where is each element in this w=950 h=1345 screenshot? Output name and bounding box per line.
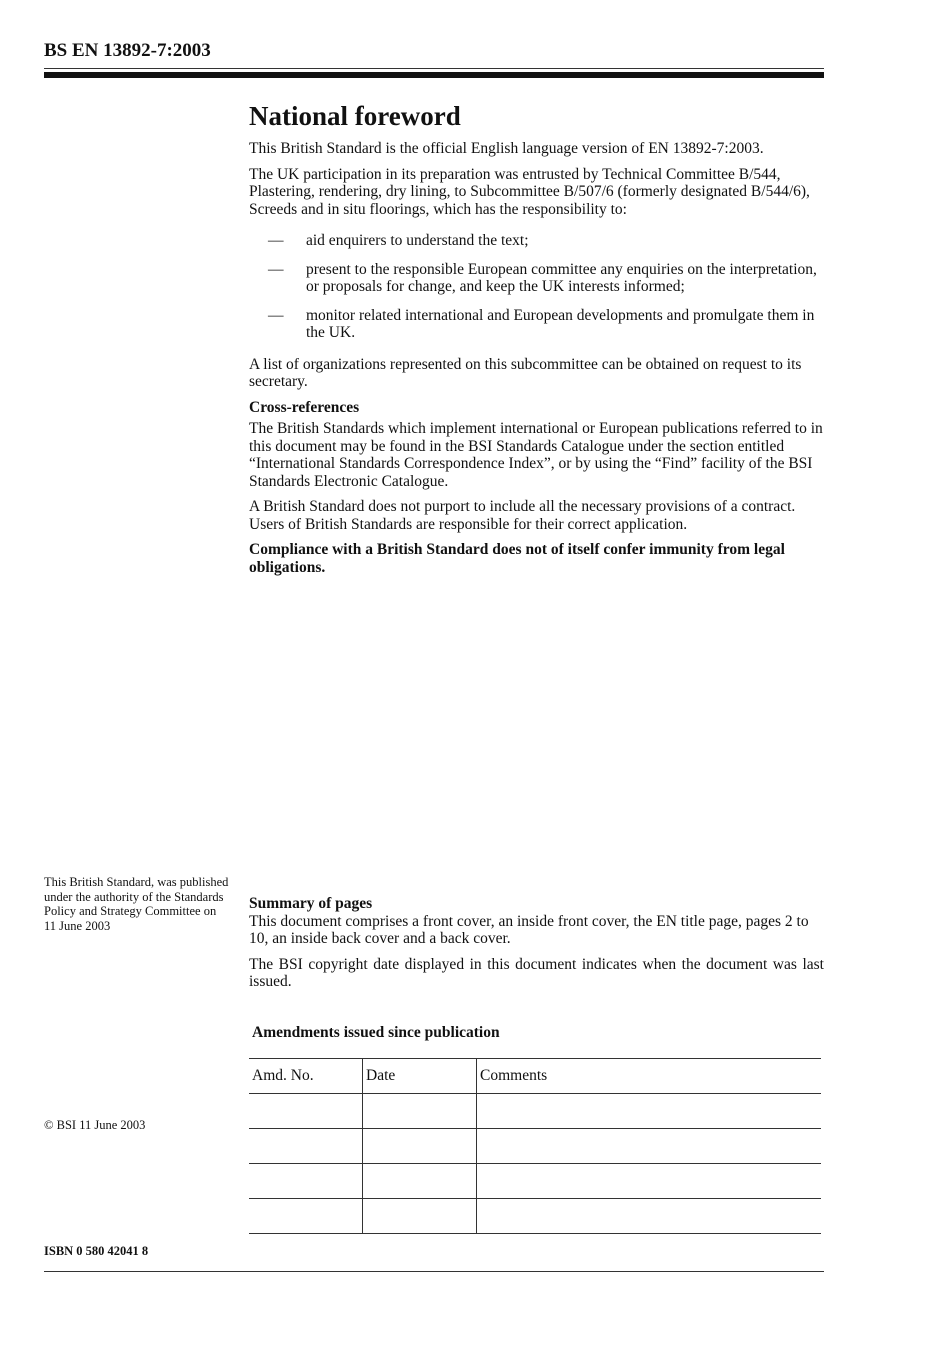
provisions-paragraph: A British Standard does not purport to include all the necessary provisions of a contract. Users of British Standards are responsible for their correct application. <box>249 498 796 533</box>
table-cell <box>477 1129 822 1164</box>
list-item <box>249 261 824 296</box>
column-header-amd-no: Amd. No. <box>249 1059 363 1094</box>
responsibilities-list <box>249 232 824 342</box>
cross-references-paragraph: The British Standards which implement international or European publications referred to in this document may be found in the BSI Standards Catalogue under the section entitled “International Standards Correspondence Index”, or by using the “Find” facility of the BSI Standards Electronic Catalogue. <box>249 420 823 490</box>
compliance-statement: Compliance with a British Standard does not of itself confer immunity from legal obligations. <box>249 541 785 576</box>
table-cell <box>249 1094 363 1129</box>
table-cell <box>249 1164 363 1199</box>
summary-paragraph: This document comprises a front cover, an inside front cover, the EN title page, pages 2 to 10, an inside back cover and a back cover. <box>249 912 809 947</box>
table-row <box>249 1199 821 1234</box>
column-header-date: Date <box>363 1059 477 1094</box>
table-cell <box>477 1164 822 1199</box>
list-item-text: monitor related international and European developments and promulgate them in the UK. <box>306 306 815 341</box>
list-item-text: aid enquirers to understand the text; <box>306 232 529 249</box>
publication-note: This British Standard, was published under the authority of the Standards Policy and Strategy Committee on 11 June 2003 <box>44 875 229 933</box>
page-title: National foreword <box>249 101 461 131</box>
amendments-title: Amendments issued since publication <box>252 1024 500 1041</box>
table-cell <box>477 1094 822 1129</box>
header-rule-thick <box>44 72 824 78</box>
table-cell <box>363 1094 477 1129</box>
table-row <box>249 1094 821 1129</box>
table-cell <box>249 1199 363 1234</box>
table-header-row <box>249 1059 821 1094</box>
column-header-comments: Comments <box>477 1059 822 1094</box>
list-item-text: present to the responsible European committee any enquiries on the interpretation, or proposals for change, and keep the UK interests informed; <box>306 260 817 295</box>
copyright-notice: © BSI 11 June 2003 <box>44 1118 146 1132</box>
table-cell <box>249 1129 363 1164</box>
dash-marker: — <box>268 306 284 324</box>
cross-references-heading: Cross-references <box>249 398 360 416</box>
list-item <box>249 232 824 250</box>
table-cell <box>363 1129 477 1164</box>
table-cell <box>477 1199 822 1234</box>
table-row <box>249 1164 821 1199</box>
footer-rule <box>44 1271 824 1272</box>
dash-marker: — <box>268 260 284 278</box>
table-cell <box>363 1199 477 1234</box>
table-row <box>249 1129 821 1164</box>
amendments-table <box>249 1058 821 1234</box>
intro-paragraph: This British Standard is the official English language version of EN 13892-7:2003. <box>249 140 764 157</box>
copyright-date-note: The BSI copyright date displayed in this document indicates when the document was last issued. <box>249 955 824 990</box>
header-rule-thin <box>44 68 824 69</box>
organizations-paragraph: A list of organizations represented on this subcommittee can be obtained on request to its secretary. <box>249 355 802 390</box>
standard-code: BS EN 13892-7:2003 <box>44 40 211 61</box>
participation-paragraph: The UK participation in its preparation was entrusted by Technical Committee B/544, Plastering, rendering, dry lining, to Subcommittee B/507/6 (formerly designated B/544/6), Screeds and in situ floorings, which has the responsibility to: <box>249 165 810 218</box>
list-item <box>249 307 824 342</box>
isbn-number: ISBN 0 580 42041 8 <box>44 1244 149 1258</box>
summary-heading: Summary of pages <box>249 895 373 912</box>
foreword-body <box>249 140 824 584</box>
summary-section <box>249 895 824 999</box>
table-cell <box>363 1164 477 1199</box>
dash-marker: — <box>268 232 284 249</box>
